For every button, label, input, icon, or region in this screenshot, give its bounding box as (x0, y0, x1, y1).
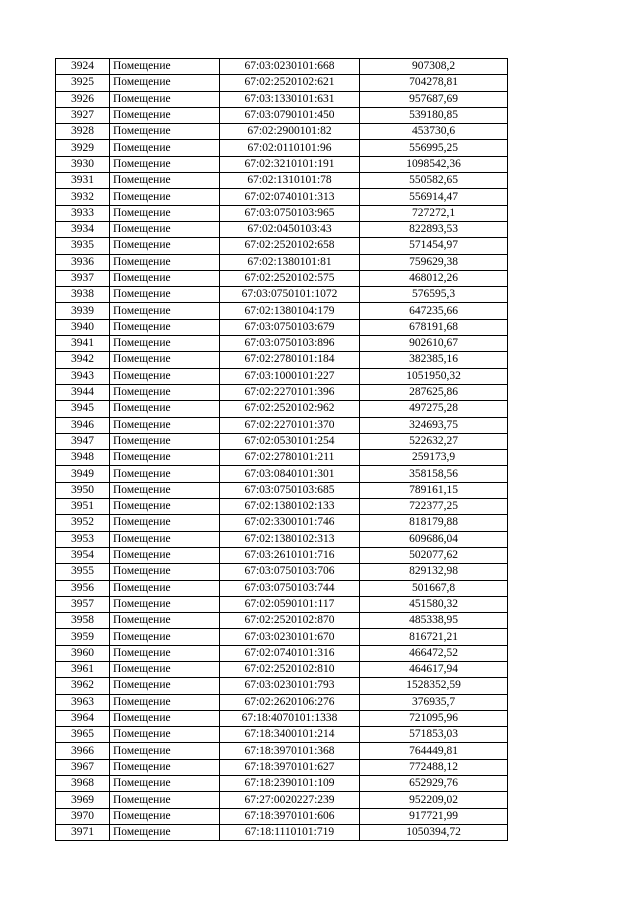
row-number-cell: 3944 (56, 384, 110, 400)
row-number-cell: 3954 (56, 547, 110, 563)
cadastral-value-cell: 522632,27 (360, 433, 508, 449)
cadastral-value-cell: 902610,67 (360, 336, 508, 352)
cadastral-value-cell: 382385,16 (360, 352, 508, 368)
cadastral-number-cell: 67:02:1380102:133 (220, 499, 360, 515)
row-number-cell: 3941 (56, 336, 110, 352)
cadastral-value-cell: 556995,25 (360, 140, 508, 156)
table-row (56, 499, 508, 515)
row-number-cell: 3962 (56, 678, 110, 694)
cadastral-number-cell: 67:03:1330101:631 (220, 91, 360, 107)
cadastral-number-cell: 67:03:0230101:793 (220, 678, 360, 694)
table-row (56, 824, 508, 840)
cadastral-number-cell: 67:03:0750103:896 (220, 336, 360, 352)
object-type-cell: Помещение (110, 221, 220, 237)
cadastral-number-cell: 67:18:3970101:368 (220, 743, 360, 759)
table-row (56, 678, 508, 694)
object-type-cell: Помещение (110, 107, 220, 123)
row-number-cell: 3960 (56, 645, 110, 661)
object-type-cell: Помещение (110, 140, 220, 156)
cadastral-value-cell: 957687,69 (360, 91, 508, 107)
table-row (56, 287, 508, 303)
cadastral-number-cell: 67:03:1000101:227 (220, 368, 360, 384)
cadastral-number-cell: 67:18:1110101:719 (220, 824, 360, 840)
cadastral-number-cell: 67:02:2620106:276 (220, 694, 360, 710)
row-number-cell: 3927 (56, 107, 110, 123)
table-row (56, 466, 508, 482)
object-type-cell: Помещение (110, 368, 220, 384)
object-type-cell: Помещение (110, 450, 220, 466)
cadastral-value-cell: 1098542,36 (360, 156, 508, 172)
table-row (56, 156, 508, 172)
object-type-cell: Помещение (110, 678, 220, 694)
cadastral-value-table (55, 58, 508, 841)
table-row (56, 515, 508, 531)
row-number-cell: 3939 (56, 303, 110, 319)
cadastral-number-cell: 67:02:2270101:370 (220, 417, 360, 433)
cadastral-number-cell: 67:18:2390101:109 (220, 776, 360, 792)
table-row (56, 531, 508, 547)
row-number-cell: 3958 (56, 613, 110, 629)
table-row (56, 450, 508, 466)
cadastral-value-cell: 609686,04 (360, 531, 508, 547)
table-row (56, 189, 508, 205)
cadastral-value-cell: 451580,32 (360, 596, 508, 612)
cadastral-number-cell: 67:02:2520102:621 (220, 75, 360, 91)
object-type-cell: Помещение (110, 564, 220, 580)
object-type-cell: Помещение (110, 824, 220, 840)
table-row (56, 91, 508, 107)
object-type-cell: Помещение (110, 694, 220, 710)
cadastral-number-cell: 67:02:2520102:870 (220, 613, 360, 629)
object-type-cell: Помещение (110, 613, 220, 629)
cadastral-number-cell: 67:02:0740101:313 (220, 189, 360, 205)
table-row (56, 336, 508, 352)
object-type-cell: Помещение (110, 743, 220, 759)
object-type-cell: Помещение (110, 710, 220, 726)
table-row (56, 629, 508, 645)
cadastral-number-cell: 67:02:0530101:254 (220, 433, 360, 449)
cadastral-number-cell: 67:02:1380104:179 (220, 303, 360, 319)
row-number-cell: 3950 (56, 482, 110, 498)
cadastral-number-cell: 67:03:0230101:668 (220, 59, 360, 75)
cadastral-value-cell: 721095,96 (360, 710, 508, 726)
object-type-cell: Помещение (110, 596, 220, 612)
row-number-cell: 3964 (56, 710, 110, 726)
cadastral-value-cell: 704278,81 (360, 75, 508, 91)
table-row (56, 368, 508, 384)
cadastral-value-cell: 727272,1 (360, 205, 508, 221)
cadastral-value-cell: 376935,7 (360, 694, 508, 710)
cadastral-number-cell: 67:03:0750103:965 (220, 205, 360, 221)
row-number-cell: 3930 (56, 156, 110, 172)
cadastral-number-cell: 67:02:1380101:81 (220, 254, 360, 270)
table-row (56, 694, 508, 710)
table-row (56, 140, 508, 156)
cadastral-value-cell: 324693,75 (360, 417, 508, 433)
row-number-cell: 3955 (56, 564, 110, 580)
cadastral-value-cell: 358158,56 (360, 466, 508, 482)
row-number-cell: 3934 (56, 221, 110, 237)
row-number-cell: 3968 (56, 776, 110, 792)
table-row (56, 596, 508, 612)
cadastral-value-cell: 485338,95 (360, 613, 508, 629)
row-number-cell: 3946 (56, 417, 110, 433)
object-type-cell: Помещение (110, 499, 220, 515)
row-number-cell: 3940 (56, 319, 110, 335)
table-row (56, 661, 508, 677)
cadastral-value-cell: 571853,03 (360, 727, 508, 743)
cadastral-value-cell: 816721,21 (360, 629, 508, 645)
object-type-cell: Помещение (110, 661, 220, 677)
object-type-cell: Помещение (110, 173, 220, 189)
cadastral-value-cell: 789161,15 (360, 482, 508, 498)
row-number-cell: 3942 (56, 352, 110, 368)
cadastral-number-cell: 67:02:0590101:117 (220, 596, 360, 612)
cadastral-value-cell: 453730,6 (360, 124, 508, 140)
cadastral-value-cell: 647235,66 (360, 303, 508, 319)
cadastral-number-cell: 67:02:2520102:810 (220, 661, 360, 677)
object-type-cell: Помещение (110, 352, 220, 368)
cadastral-value-cell: 1528352,59 (360, 678, 508, 694)
row-number-cell: 3959 (56, 629, 110, 645)
cadastral-number-cell: 67:02:0110101:96 (220, 140, 360, 156)
cadastral-value-cell: 952209,02 (360, 792, 508, 808)
cadastral-value-cell: 759629,38 (360, 254, 508, 270)
row-number-cell: 3948 (56, 450, 110, 466)
cadastral-value-cell: 287625,86 (360, 384, 508, 400)
object-type-cell: Помещение (110, 580, 220, 596)
object-type-cell: Помещение (110, 156, 220, 172)
cadastral-number-cell: 67:03:0230101:670 (220, 629, 360, 645)
table-row (56, 613, 508, 629)
cadastral-value-cell: 829132,98 (360, 564, 508, 580)
cadastral-value-cell: 722377,25 (360, 499, 508, 515)
table-row (56, 270, 508, 286)
cadastral-value-cell: 772488,12 (360, 759, 508, 775)
table-row (56, 808, 508, 824)
object-type-cell: Помещение (110, 401, 220, 417)
object-type-cell: Помещение (110, 303, 220, 319)
cadastral-number-cell: 67:03:0750103:679 (220, 319, 360, 335)
row-number-cell: 3938 (56, 287, 110, 303)
row-number-cell: 3949 (56, 466, 110, 482)
object-type-cell: Помещение (110, 336, 220, 352)
cadastral-number-cell: 67:18:3970101:627 (220, 759, 360, 775)
table-row (56, 238, 508, 254)
cadastral-value-cell: 576595,3 (360, 287, 508, 303)
cadastral-value-cell: 907308,2 (360, 59, 508, 75)
row-number-cell: 3926 (56, 91, 110, 107)
table-row (56, 75, 508, 91)
cadastral-value-cell: 464617,94 (360, 661, 508, 677)
table-row (56, 564, 508, 580)
cadastral-value-cell: 550582,65 (360, 173, 508, 189)
cadastral-value-cell: 1050394,72 (360, 824, 508, 840)
object-type-cell: Помещение (110, 124, 220, 140)
object-type-cell: Помещение (110, 270, 220, 286)
cadastral-value-cell: 917721,99 (360, 808, 508, 824)
row-number-cell: 3932 (56, 189, 110, 205)
cadastral-number-cell: 67:18:4070101:1338 (220, 710, 360, 726)
object-type-cell: Помещение (110, 466, 220, 482)
cadastral-number-cell: 67:03:0750103:685 (220, 482, 360, 498)
table-row (56, 303, 508, 319)
object-type-cell: Помещение (110, 189, 220, 205)
object-type-cell: Помещение (110, 433, 220, 449)
cadastral-value-cell: 818179,88 (360, 515, 508, 531)
table-row (56, 417, 508, 433)
cadastral-number-cell: 67:18:3970101:606 (220, 808, 360, 824)
table-body (56, 59, 508, 841)
object-type-cell: Помещение (110, 417, 220, 433)
table-row (56, 759, 508, 775)
object-type-cell: Помещение (110, 776, 220, 792)
table-row (56, 743, 508, 759)
table-row (56, 580, 508, 596)
cadastral-number-cell: 67:02:1380102:313 (220, 531, 360, 547)
row-number-cell: 3933 (56, 205, 110, 221)
cadastral-number-cell: 67:27:0020227:239 (220, 792, 360, 808)
object-type-cell: Помещение (110, 727, 220, 743)
cadastral-number-cell: 67:03:0840101:301 (220, 466, 360, 482)
cadastral-value-cell: 678191,68 (360, 319, 508, 335)
cadastral-number-cell: 67:02:0740101:316 (220, 645, 360, 661)
table-row (56, 173, 508, 189)
table-row (56, 776, 508, 792)
row-number-cell: 3952 (56, 515, 110, 531)
cadastral-value-cell: 571454,97 (360, 238, 508, 254)
row-number-cell: 3943 (56, 368, 110, 384)
row-number-cell: 3936 (56, 254, 110, 270)
table-row (56, 727, 508, 743)
table-row (56, 254, 508, 270)
cadastral-value-cell: 501667,8 (360, 580, 508, 596)
cadastral-number-cell: 67:03:2610101:716 (220, 547, 360, 563)
cadastral-number-cell: 67:03:0790101:450 (220, 107, 360, 123)
row-number-cell: 3947 (56, 433, 110, 449)
row-number-cell: 3956 (56, 580, 110, 596)
table-row (56, 710, 508, 726)
cadastral-value-cell: 502077,62 (360, 547, 508, 563)
table-row (56, 205, 508, 221)
object-type-cell: Помещение (110, 531, 220, 547)
cadastral-value-cell: 259173,9 (360, 450, 508, 466)
cadastral-number-cell: 67:03:0750103:706 (220, 564, 360, 580)
cadastral-number-cell: 67:03:0750103:744 (220, 580, 360, 596)
row-number-cell: 3961 (56, 661, 110, 677)
row-number-cell: 3969 (56, 792, 110, 808)
table-row (56, 319, 508, 335)
row-number-cell: 3937 (56, 270, 110, 286)
cadastral-value-cell: 468012,26 (360, 270, 508, 286)
table-row (56, 59, 508, 75)
cadastral-number-cell: 67:02:2520102:658 (220, 238, 360, 254)
row-number-cell: 3965 (56, 727, 110, 743)
object-type-cell: Помещение (110, 808, 220, 824)
object-type-cell: Помещение (110, 319, 220, 335)
object-type-cell: Помещение (110, 645, 220, 661)
table-row (56, 352, 508, 368)
object-type-cell: Помещение (110, 205, 220, 221)
row-number-cell: 3963 (56, 694, 110, 710)
table-row (56, 124, 508, 140)
cadastral-value-cell: 1051950,32 (360, 368, 508, 384)
object-type-cell: Помещение (110, 384, 220, 400)
table-row (56, 792, 508, 808)
cadastral-value-cell: 764449,81 (360, 743, 508, 759)
table-row (56, 401, 508, 417)
row-number-cell: 3928 (56, 124, 110, 140)
table-row (56, 107, 508, 123)
table-row (56, 384, 508, 400)
cadastral-number-cell: 67:18:3400101:214 (220, 727, 360, 743)
row-number-cell: 3953 (56, 531, 110, 547)
cadastral-value-cell: 556914,47 (360, 189, 508, 205)
cadastral-number-cell: 67:02:2780101:184 (220, 352, 360, 368)
object-type-cell: Помещение (110, 238, 220, 254)
cadastral-number-cell: 67:03:0750101:1072 (220, 287, 360, 303)
object-type-cell: Помещение (110, 254, 220, 270)
cadastral-number-cell: 67:02:2520102:575 (220, 270, 360, 286)
row-number-cell: 3957 (56, 596, 110, 612)
object-type-cell: Помещение (110, 482, 220, 498)
table-row (56, 547, 508, 563)
table-row (56, 482, 508, 498)
table-row (56, 221, 508, 237)
cadastral-value-cell: 497275,28 (360, 401, 508, 417)
object-type-cell: Помещение (110, 91, 220, 107)
cadastral-value-cell: 466472,52 (360, 645, 508, 661)
cadastral-number-cell: 67:02:0450103:43 (220, 221, 360, 237)
cadastral-value-cell: 652929,76 (360, 776, 508, 792)
object-type-cell: Помещение (110, 792, 220, 808)
object-type-cell: Помещение (110, 759, 220, 775)
object-type-cell: Помещение (110, 59, 220, 75)
row-number-cell: 3951 (56, 499, 110, 515)
row-number-cell: 3971 (56, 824, 110, 840)
row-number-cell: 3931 (56, 173, 110, 189)
cadastral-number-cell: 67:02:2270101:396 (220, 384, 360, 400)
row-number-cell: 3935 (56, 238, 110, 254)
object-type-cell: Помещение (110, 515, 220, 531)
row-number-cell: 3970 (56, 808, 110, 824)
cadastral-number-cell: 67:02:1310101:78 (220, 173, 360, 189)
object-type-cell: Помещение (110, 629, 220, 645)
object-type-cell: Помещение (110, 75, 220, 91)
cadastral-value-cell: 822893,53 (360, 221, 508, 237)
object-type-cell: Помещение (110, 287, 220, 303)
row-number-cell: 3966 (56, 743, 110, 759)
row-number-cell: 3929 (56, 140, 110, 156)
cadastral-number-cell: 67:02:3300101:746 (220, 515, 360, 531)
cadastral-number-cell: 67:02:3210101:191 (220, 156, 360, 172)
row-number-cell: 3967 (56, 759, 110, 775)
cadastral-number-cell: 67:02:2520102:962 (220, 401, 360, 417)
row-number-cell: 3924 (56, 59, 110, 75)
object-type-cell: Помещение (110, 547, 220, 563)
row-number-cell: 3945 (56, 401, 110, 417)
cadastral-number-cell: 67:02:2900101:82 (220, 124, 360, 140)
table-row (56, 433, 508, 449)
cadastral-number-cell: 67:02:2780101:211 (220, 450, 360, 466)
table-row (56, 645, 508, 661)
cadastral-value-cell: 539180,85 (360, 107, 508, 123)
row-number-cell: 3925 (56, 75, 110, 91)
